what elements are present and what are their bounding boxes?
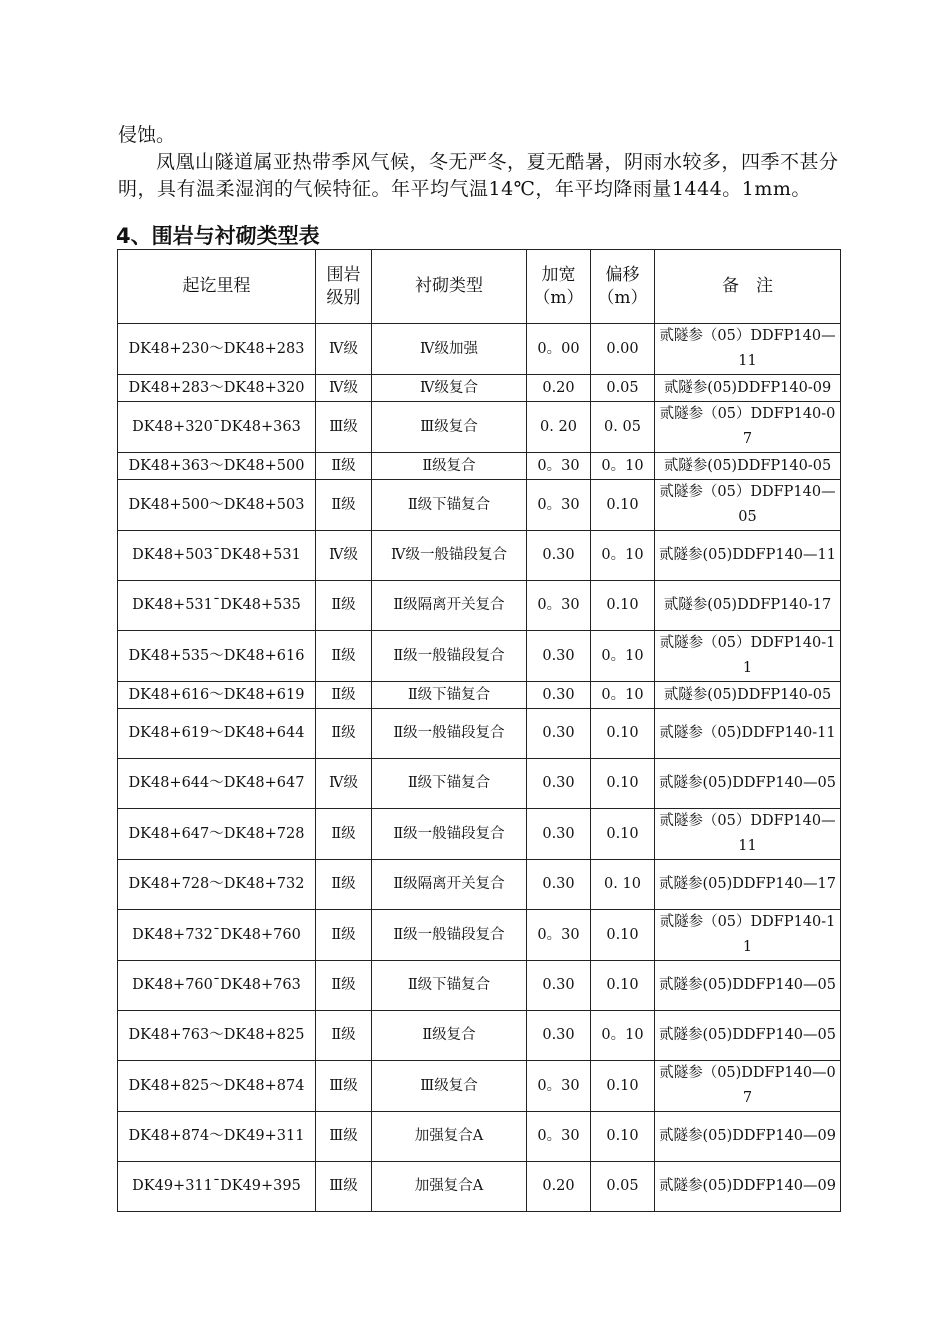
cell-offset: 0.05 [591,1162,655,1212]
cell-mileage: DK48+619～DK48+644 [118,709,316,759]
table-row [118,531,841,581]
cell-mileage: DK48+616～DK48+619 [118,682,316,709]
cell-offset: 0.05 [591,375,655,402]
table-row [118,910,841,961]
cell-lining: Ⅱ级下锚复合 [372,480,527,531]
table-row [118,709,841,759]
cell-grade: Ⅲ级 [316,1112,372,1162]
cell-mileage: DK48+230～DK48+283 [118,324,316,375]
header-grade: 围岩级别 [316,250,372,324]
cell-remark: 贰隧参（05）DDFP140—11 [655,809,841,860]
table-row [118,375,841,402]
cell-remark: 贰隧参(05)DDFP140-05 [655,682,841,709]
header-lining: 衬砌类型 [372,250,527,324]
table-row [118,324,841,375]
cell-lining: Ⅳ级复合 [372,375,527,402]
cell-widen: 0.20 [527,375,591,402]
cell-remark: 贰隧参(05)DDFP140—17 [655,860,841,910]
table-row [118,759,841,809]
cell-widen: 0.30 [527,860,591,910]
cell-grade: Ⅱ级 [316,480,372,531]
cell-lining: 加强复合A [372,1112,527,1162]
cell-grade: Ⅳ级 [316,375,372,402]
cell-lining: Ⅱ级一般锚段复合 [372,631,527,682]
cell-lining: Ⅱ级复合 [372,1011,527,1061]
cell-offset: 0.10 [591,910,655,961]
cell-grade: Ⅱ级 [316,809,372,860]
cell-lining: Ⅱ级复合 [372,453,527,480]
header-remark: 备 注 [655,250,841,324]
cell-offset: 0。10 [591,682,655,709]
cell-widen: 0。00 [527,324,591,375]
header-widen: 加宽（m） [527,250,591,324]
cell-widen: 0.30 [527,631,591,682]
cell-widen: 0。30 [527,453,591,480]
cell-lining: Ⅲ级复合 [372,402,527,453]
table-row [118,402,841,453]
cell-offset: 0。10 [591,453,655,480]
cell-grade: Ⅳ级 [316,759,372,809]
cell-mileage: DK48+283～DK48+320 [118,375,316,402]
cell-lining: 加强复合A [372,1162,527,1212]
cell-grade: Ⅱ级 [316,682,372,709]
cell-remark: 贰隧参（05)DDFP140-11 [655,709,841,759]
cell-mileage: DK48+500～DK48+503 [118,480,316,531]
cell-remark: 贰隧参(05)DDFP140—05 [655,1011,841,1061]
cell-lining: Ⅱ级下锚复合 [372,682,527,709]
cell-remark: 贰隧参(05)DDFP140—05 [655,759,841,809]
cell-lining: Ⅱ级一般锚段复合 [372,809,527,860]
cell-remark: 贰隧参(05)DDFP140—09 [655,1112,841,1162]
cell-grade: Ⅱ级 [316,631,372,682]
cell-offset: 0. 05 [591,402,655,453]
cell-remark: 贰隧参(05)DDFP140—05 [655,961,841,1011]
cell-widen: 0。30 [527,480,591,531]
cell-widen: 0.30 [527,759,591,809]
cell-mileage: DK48+728～DK48+732 [118,860,316,910]
cell-grade: Ⅱ级 [316,581,372,631]
cell-lining: Ⅱ级隔离开关复合 [372,581,527,631]
cell-remark: 贰隧参(05)DDFP140—11 [655,531,841,581]
table-row [118,581,841,631]
cell-offset: 0.10 [591,480,655,531]
cell-remark: 贰隧参（05）DDFP140-11 [655,631,841,682]
cell-remark: 贰隧参(05)DDFP140-09 [655,375,841,402]
cell-mileage: DK48+531¯DK48+535 [118,581,316,631]
cell-lining: Ⅳ级一般锚段复合 [372,531,527,581]
table-row [118,453,841,480]
cell-mileage: DK48+320¯DK48+363 [118,402,316,453]
table-row [118,961,841,1011]
paragraph-climate: 凤凰山隧道属亚热带季风气候，冬无严冬，夏无酷暑，阴雨水较多，四季不甚分明，具有温柔湿润的气候特征。年平均气温14℃，年平均降雨量1444。1mm。 [118,151,839,200]
cell-grade: Ⅱ级 [316,961,372,1011]
cell-offset: 0.10 [591,709,655,759]
cell-remark: 贰隧参（05)DDFP140—07 [655,1061,841,1112]
table-header-row [118,250,841,324]
cell-widen: 0。30 [527,581,591,631]
cell-grade: Ⅱ级 [316,1011,372,1061]
cell-widen: 0.30 [527,682,591,709]
cell-mileage: DK48+760¯DK48+763 [118,961,316,1011]
cell-offset: 0.10 [591,581,655,631]
paragraph-intro: 侵蚀。 [118,124,176,146]
header-mileage: 起讫里程 [118,250,316,324]
table-body [118,324,841,1212]
cell-grade: Ⅲ级 [316,402,372,453]
cell-offset: 0.00 [591,324,655,375]
table-row [118,480,841,531]
cell-offset: 0。10 [591,531,655,581]
cell-widen: 0.30 [527,709,591,759]
cell-remark: 贰隧参（05）DDFP140—05 [655,480,841,531]
table-row [118,1112,841,1162]
cell-remark: 贰隧参（05）DDFP140—11 [655,324,841,375]
cell-widen: 0。30 [527,1112,591,1162]
cell-remark: 贰隧参（05）DDFP140-11 [655,910,841,961]
cell-offset: 0.10 [591,1061,655,1112]
cell-lining: Ⅱ级下锚复合 [372,961,527,1011]
cell-offset: 0. 10 [591,860,655,910]
cell-offset: 0.10 [591,1112,655,1162]
cell-lining: Ⅱ级一般锚段复合 [372,910,527,961]
cell-mileage: DK48+644～DK48+647 [118,759,316,809]
cell-mileage: DK49+311¯DK49+395 [118,1162,316,1212]
cell-remark: 贰隧参(05)DDFP140-17 [655,581,841,631]
cell-mileage: DK48+647～DK48+728 [118,809,316,860]
cell-offset: 0.10 [591,961,655,1011]
cell-remark: 贰隧参（05）DDFP140-07 [655,402,841,453]
table-row [118,1162,841,1212]
cell-widen: 0。30 [527,1061,591,1112]
cell-widen: 0.30 [527,1011,591,1061]
section-title: 4、围岩与衬砌类型表 [116,224,320,248]
cell-remark: 贰隧参(05)DDFP140—09 [655,1162,841,1212]
cell-grade: Ⅱ级 [316,709,372,759]
table-row [118,682,841,709]
cell-grade: Ⅳ级 [316,531,372,581]
cell-widen: 0.30 [527,809,591,860]
cell-remark: 贰隧参(05)DDFP140-05 [655,453,841,480]
cell-grade: Ⅳ级 [316,324,372,375]
cell-widen: 0.20 [527,1162,591,1212]
cell-lining: Ⅲ级复合 [372,1061,527,1112]
table-row [118,809,841,860]
cell-mileage: DK48+763～DK48+825 [118,1011,316,1061]
lining-type-table [117,249,841,1212]
table-row [118,631,841,682]
table-row [118,860,841,910]
cell-mileage: DK48+732¯DK48+760 [118,910,316,961]
cell-offset: 0.10 [591,809,655,860]
cell-offset: 0。10 [591,631,655,682]
table-row [118,1061,841,1112]
cell-mileage: DK48+363～DK48+500 [118,453,316,480]
cell-widen: 0.30 [527,961,591,1011]
cell-mileage: DK48+874～DK49+311 [118,1112,316,1162]
cell-offset: 0.10 [591,759,655,809]
cell-mileage: DK48+825～DK48+874 [118,1061,316,1112]
cell-widen: 0. 20 [527,402,591,453]
cell-grade: Ⅲ级 [316,1162,372,1212]
cell-offset: 0。10 [591,1011,655,1061]
table-row [118,1011,841,1061]
cell-mileage: DK48+535～DK48+616 [118,631,316,682]
cell-lining: Ⅱ级下锚复合 [372,759,527,809]
cell-grade: Ⅱ级 [316,910,372,961]
header-offset: 偏移（m） [591,250,655,324]
cell-lining: Ⅱ级隔离开关复合 [372,860,527,910]
cell-grade: Ⅱ级 [316,453,372,480]
cell-grade: Ⅲ级 [316,1061,372,1112]
cell-mileage: DK48+503¯DK48+531 [118,531,316,581]
cell-grade: Ⅱ级 [316,860,372,910]
cell-widen: 0。30 [527,910,591,961]
cell-lining: Ⅱ级一般锚段复合 [372,709,527,759]
cell-widen: 0.30 [527,531,591,581]
cell-lining: Ⅳ级加强 [372,324,527,375]
